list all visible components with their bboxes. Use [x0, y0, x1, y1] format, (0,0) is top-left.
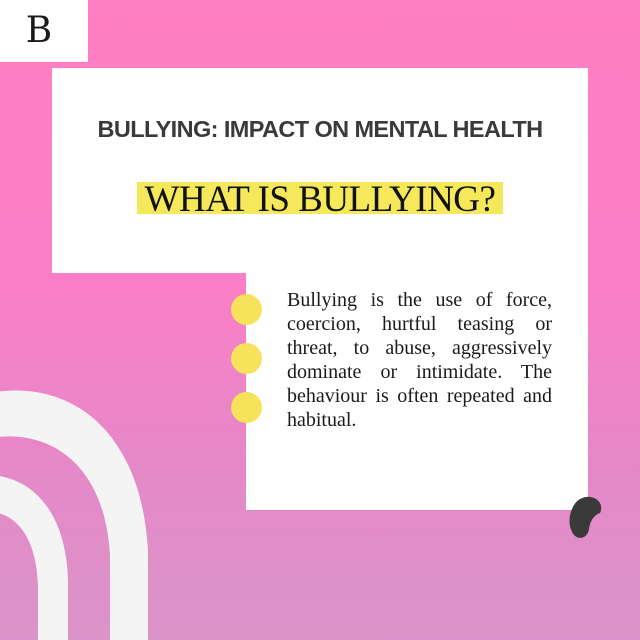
logo-box	[0, 0, 88, 62]
subheading-wrap	[52, 178, 588, 222]
content-card-top	[52, 68, 588, 273]
logo-letter: B	[25, 9, 53, 51]
definition-text: Bullying is the use of force, coercion, hurtful teasing or threat, to abuse, aggressively dominate or intimidate. The behaviour is often repeated and habitual.	[287, 289, 552, 431]
decorative-arcs	[0, 380, 180, 640]
subheading: WHAT IS BULLYING?	[144, 179, 496, 220]
decorative-blob	[566, 495, 606, 545]
inner-arc	[0, 475, 68, 640]
blob-shape	[570, 497, 602, 538]
decorative-dot	[231, 294, 262, 325]
page-title: BULLYING: IMPACT ON MENTAL HEALTH	[97, 116, 543, 142]
decorative-dot	[231, 392, 262, 423]
decorative-dot	[231, 343, 262, 374]
